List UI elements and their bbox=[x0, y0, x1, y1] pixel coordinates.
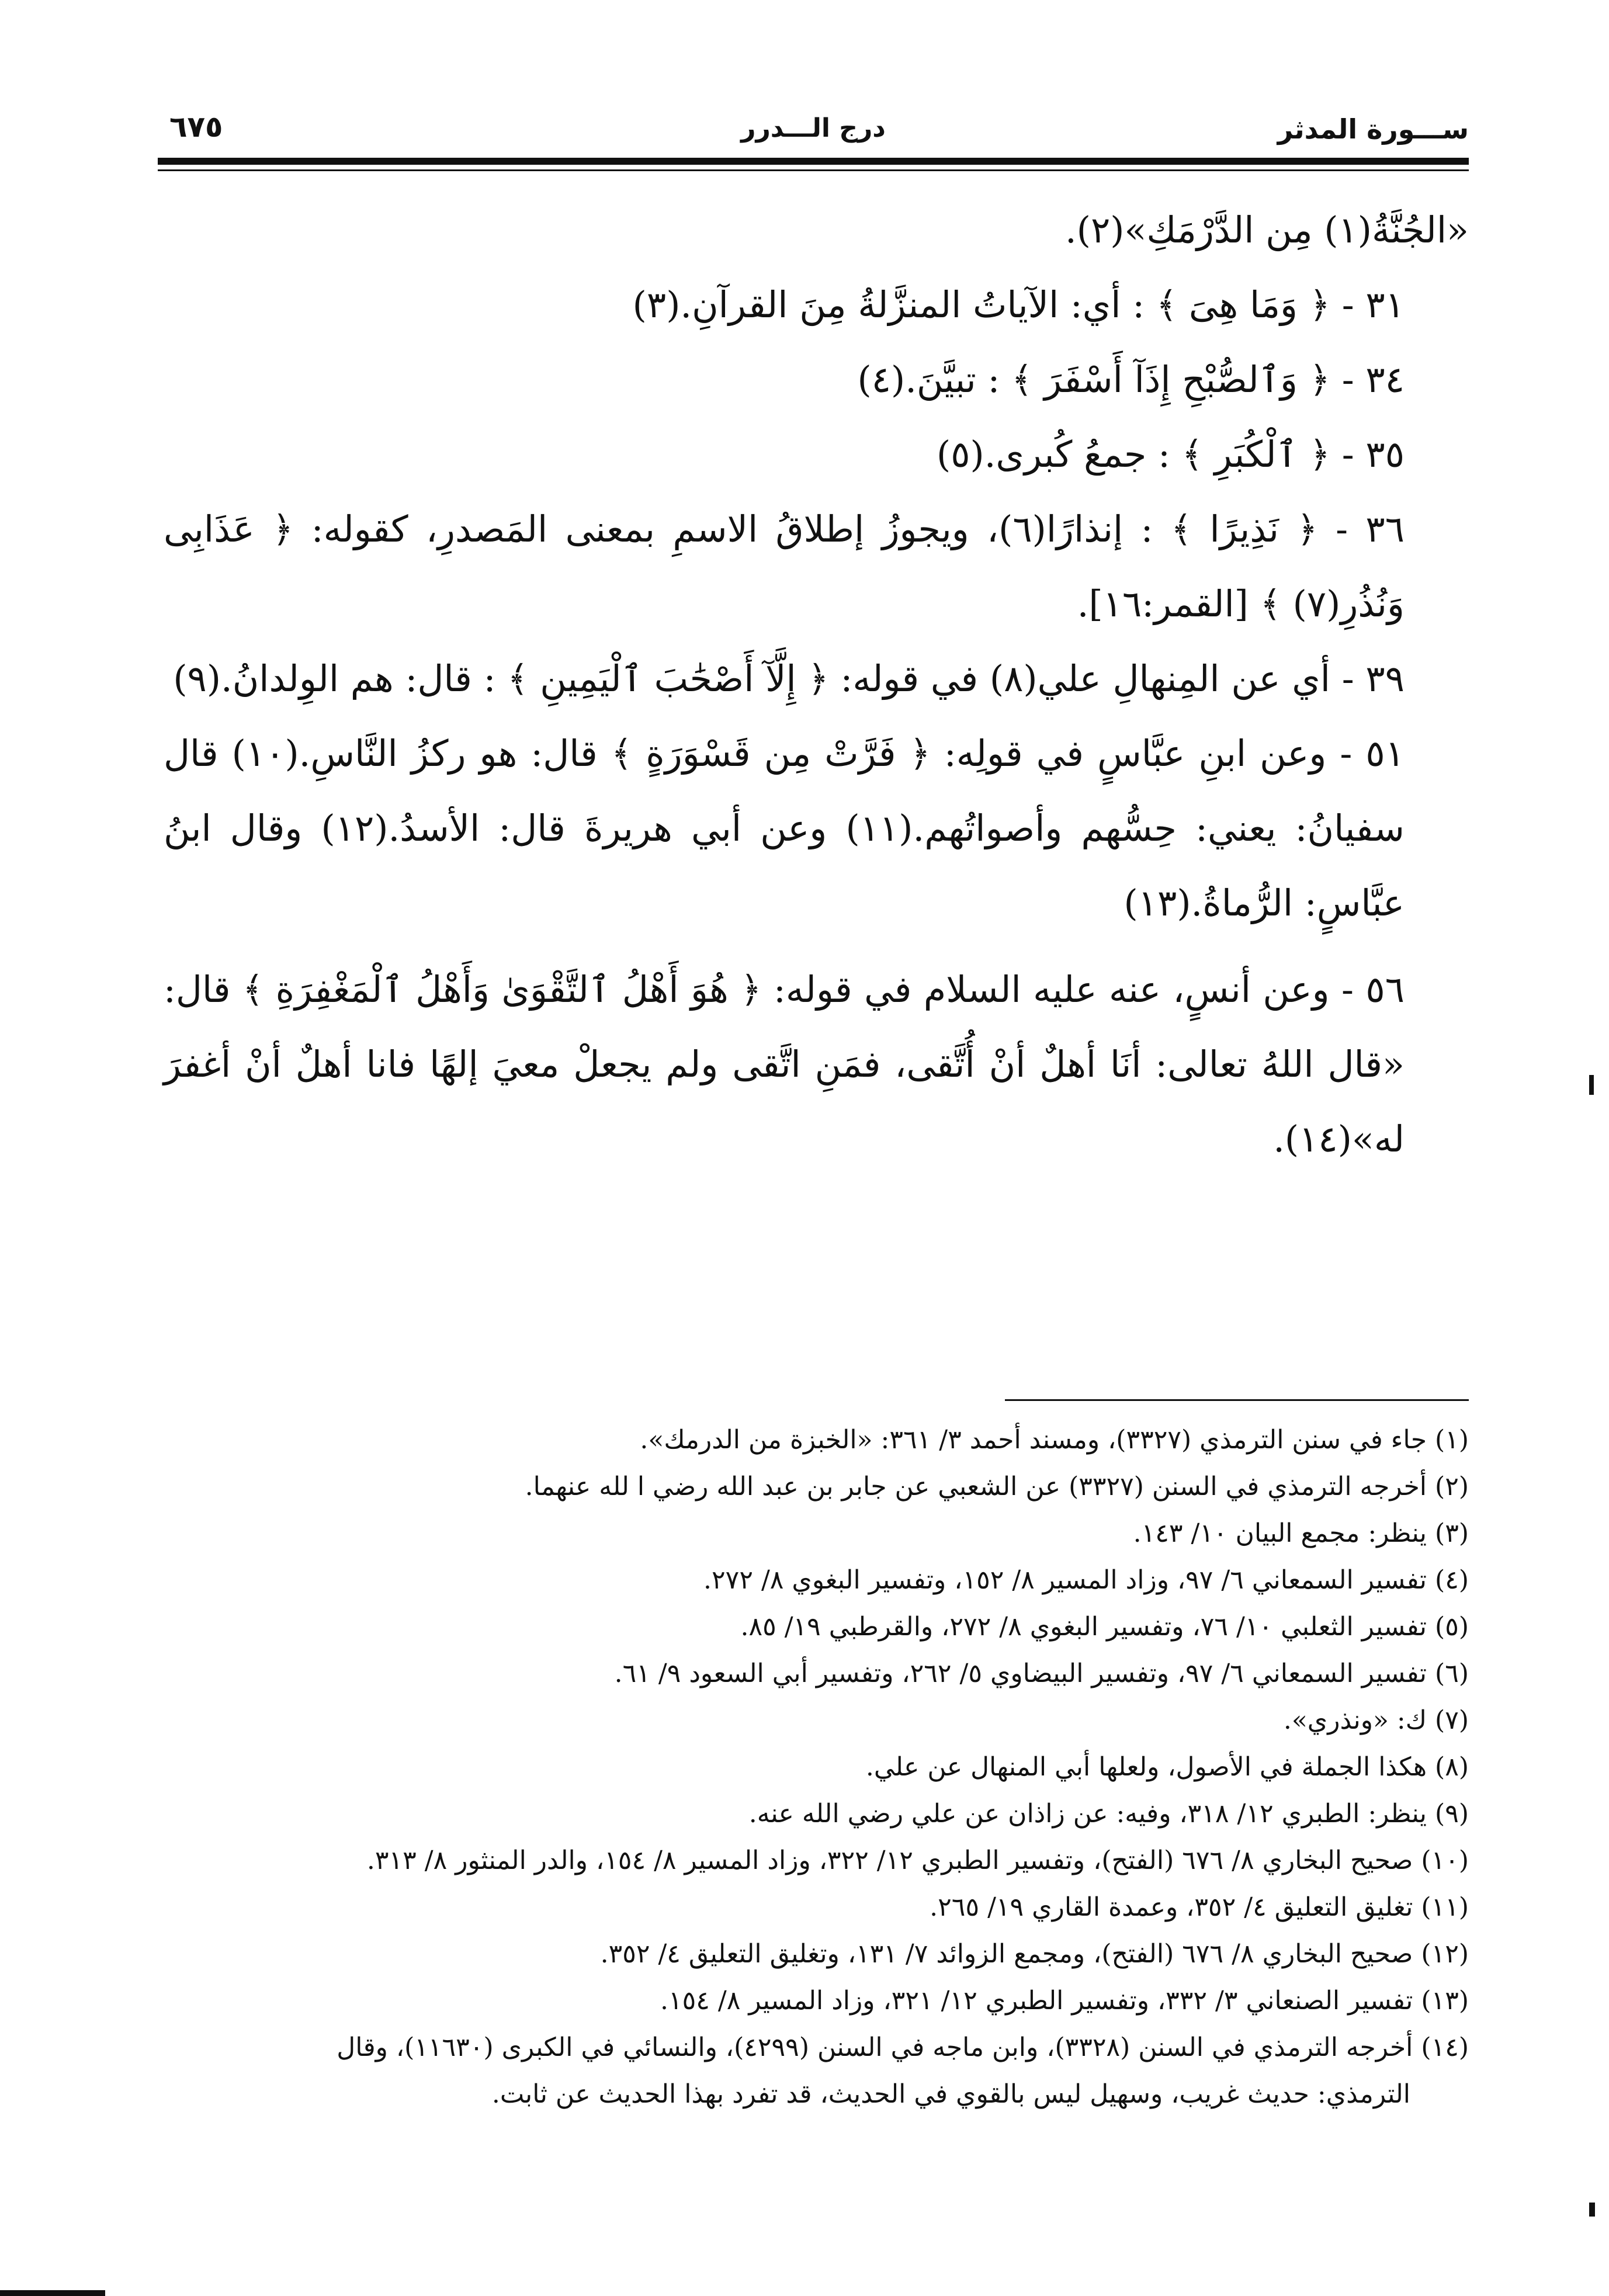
verse-35-commentary: ٣٥ - ﴿ ٱلْكُبَرِ ﴾ : جمعُ كُبرى.(٥) bbox=[937, 433, 1405, 476]
surah-title: ســـورة المدثر bbox=[1277, 113, 1469, 145]
scan-mark bbox=[1589, 2203, 1595, 2217]
verse-39-commentary: ٣٩ - أي عن المِنهالِ علي(٨) في قوله: ﴿ إِلَّآ أَصْحَٰبَ ٱلْيَمِينِ ﴾ : قال: هم الوِلدانُ.(٩) bbox=[173, 657, 1405, 700]
header-rule-thin bbox=[158, 169, 1469, 171]
footnote: (١١) تغليق التعليق ٤/ ٣٥٢، وعمدة القاري ١٩/ ٢٦٥. bbox=[930, 1892, 1469, 1922]
page-number: ٦٧٥ bbox=[169, 110, 223, 144]
footnote: (١٣) تفسير الصنعاني ٣/ ٣٣٢، وتفسير الطبري ١٢/ ٣٢١، وزاد المسير ٨/ ١٥٤. bbox=[660, 1986, 1469, 2016]
footnotes bbox=[158, 1417, 1469, 2118]
footnote: (٤) تفسير السمعاني ٦/ ٩٧، وزاد المسير ٨/ ١٥٢، وتفسير البغوي ٨/ ٢٧٢. bbox=[703, 1565, 1469, 1595]
footnote: (١٠) صحيح البخاري ٨/ ٦٧٦ (الفتح)، وتفسير الطبري ١٢/ ٣٢٢، وزاد المسير ٨/ ١٥٤، والدر المنثور ٨/ ٣١٣. bbox=[366, 1846, 1469, 1875]
scan-mark bbox=[0, 2290, 105, 2296]
text-line-continuation: «الجُنَّةُ(١) مِن الدَّرْمَكِ»(٢). bbox=[1065, 209, 1469, 251]
verse-31-commentary: ٣١ - ﴿ وَمَا هِىَ ﴾ : أي: الآياتُ المنزَّلةُ مِنَ القرآنِ.(٣) bbox=[632, 283, 1405, 326]
header-rule-thick bbox=[158, 158, 1469, 165]
footnote: (١) جاء في سنن الترمذي (٣٣٢٧)، ومسند أحمد ٣/ ٣٦١: «الخبزة من الدرمك». bbox=[640, 1425, 1469, 1455]
footnote: (١٤) أخرجه الترمذي في السنن (٣٣٢٨)، وابن ماجه في السنن (٤٢٩٩)، والنسائي في الكبرى (١١٦٣٠)، وقال bbox=[337, 2033, 1469, 2062]
book-title: درج الـــدرر bbox=[741, 113, 886, 143]
footnote: (٦) تفسير السمعاني ٦/ ٩٧، وتفسير البيضاوي ٥/ ٢٦٢، وتفسير أبي السعود ٩/ ٦١. bbox=[614, 1659, 1469, 1688]
footnote: (٧) ك: «ونذري». bbox=[1283, 1705, 1469, 1735]
footnote: (٥) تفسير الثعلبي ١٠/ ٧٦، وتفسير البغوي ٨/ ٢٧٢، والقرطبي ١٩/ ٨٥. bbox=[740, 1612, 1469, 1642]
main-text bbox=[164, 193, 1469, 1177]
footnote: (٩) ينظر: الطبري ١٢/ ٣١٨، وفيه: عن زاذان عن علي رضي الله عنه. bbox=[748, 1799, 1469, 1829]
footnote-separator bbox=[1005, 1399, 1469, 1401]
footnote: (٢) أخرجه الترمذي في السنن (٣٣٢٧) عن الشعبي عن جابر بن عبد الله رضي ا لله عنهما. bbox=[525, 1472, 1469, 1501]
verse-36-commentary: ٣٦ - ﴿ نَذِيرًا ﴾ : إنذارًا(٦)، ويجوزُ إطلاقُ الاسمِ بمعنى المَصدرِ، كقوله: ﴿ عَذَابِى وَنُذُرِ(٧) ﴾ [القمر:١٦]. bbox=[164, 508, 1405, 625]
verse-34-commentary: ٣٤ - ﴿ وَٱلصُّبْحِ إِذَآ أَسْفَرَ ﴾ : تبيَّنَ.(٤) bbox=[857, 358, 1405, 401]
footnote-continuation: الترمذي: حديث غريب، وسهيل ليس بالقوي في الحديث، قد تفرد بهذا الحديث عن ثابت. bbox=[491, 2079, 1410, 2109]
footnote: (١٢) صحيح البخاري ٨/ ٦٧٦ (الفتح)، ومجمع الزوائد ٧/ ١٣١، وتغليق التعليق ٤/ ٣٥٢. bbox=[600, 1939, 1469, 1969]
footnote: (٣) ينظر: مجمع البيان ١٠/ ١٤٣. bbox=[1133, 1518, 1469, 1548]
verse-56-commentary: ٥٦ - وعن أنسٍ، عنه عليه السلام في قوله: ﴿ هُوَ أَهْلُ ٱلتَّقْوَىٰ وَأَهْلُ ٱلْمَغْفِرَةِ ﴾ قال: «قال اللهُ تعالى: أنَا أهلٌ أنْ أُتَّقى، فمَنِ اتَّقى ولم يجعلْ معيَ إلهًا فانا أهلٌ أنْ أغفرَ له»(١٤). bbox=[164, 968, 1405, 1160]
scan-mark bbox=[1589, 1075, 1594, 1095]
verse-51-commentary: ٥١ - وعن ابنِ عبَّاسٍ في قولِه: ﴿ فَرَّتْ مِن قَسْوَرَةٍ ﴾ قال: هو ركزُ النَّاسِ.(١٠) قال سفيانُ: يعني: حِسُّهم وأصواتُهم.(١١) وعن أبي هريرةَ قال: الأسدُ.(١٢) وقال ابنُ عبَّاسٍ: الرُّماةُ.(١٣) bbox=[164, 732, 1405, 924]
footnote: (٨) هكذا الجملة في الأصول، ولعلها أبي المنهال عن علي. bbox=[865, 1752, 1469, 1782]
page-header bbox=[158, 110, 1469, 157]
